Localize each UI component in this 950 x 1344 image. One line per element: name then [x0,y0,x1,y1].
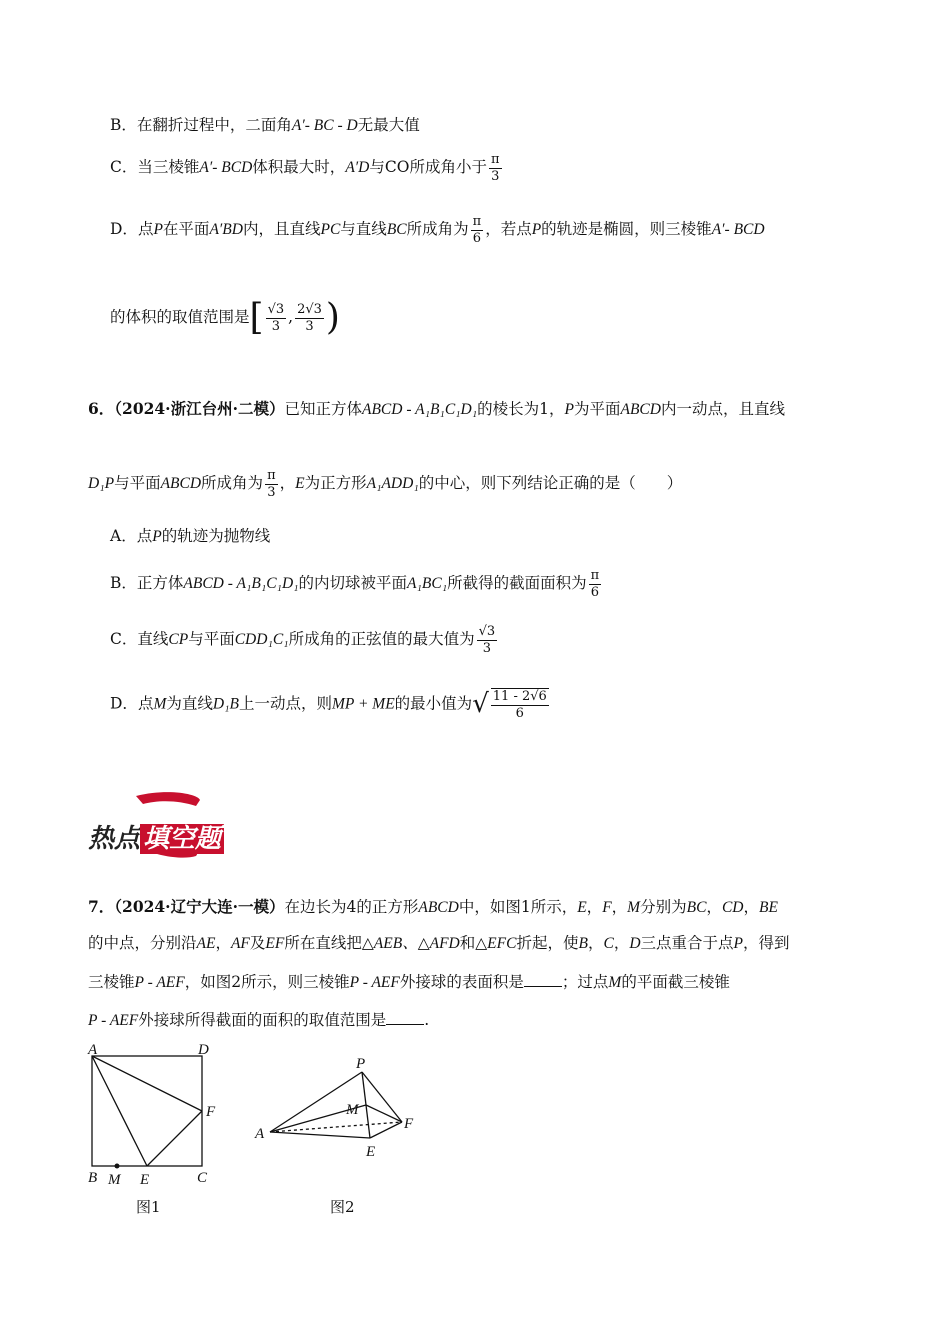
label-a: A [255,1126,265,1142]
option-label: D． [110,694,138,713]
hot-fill-in-banner [88,790,238,860]
segment-af [92,1056,202,1111]
fraction: $\frac{√3}{3}$ [267,301,285,334]
edge-ef [370,1122,402,1138]
figure-2-caption: 图2 [330,1198,355,1216]
point-m [115,1164,120,1169]
q5-option-b: B．在翻折过程中，二面角A′- BC - D无最大值 [110,116,420,134]
option-label: A． [110,527,137,545]
option-label: C． [110,158,138,177]
answer-blank-2[interactable] [386,1010,424,1025]
question-source: （2024·辽宁大连·一模） [114,897,285,916]
answer-blank-1[interactable] [524,972,562,987]
label-b: B [88,1170,98,1186]
fraction: $\frac{\pi}{3}$ [490,152,500,184]
q7-stem-line1: 7．（2024·辽宁大连·一模）在边长为4的正方形ABCD中，如图1所示，E，F，M分别为BC，CD，BE [88,897,778,916]
figure-1-caption: 图1 [136,1198,161,1216]
square-abcd [92,1056,202,1166]
label-m: M [346,1102,359,1118]
q6-option-b: B．正方体ABCD - A₁B₁C₁D₁的内切球被平面A₁BC₁所截得的截面面积为 $\frac{\pi}{6}$ [110,568,600,600]
label-e: E [140,1172,150,1188]
segment-mf [366,1105,402,1122]
q6-option-d: D．点M为直线D₁B上一动点，则MP + ME的最小值为√ $\frac{11 - 2√6}{6}$ [110,689,547,721]
label-m: M [108,1172,121,1188]
q6-option-a: A．点P的轨迹为抛物线 [110,527,271,545]
fraction: $\frac{√3}{3}$ [478,624,496,656]
option-label: B． [110,574,137,593]
q7-stem-line2: 的中点，分别沿AE，AF及EF所在直线把△AEB、△AFD和△EFC折起，使B，C，D三点重合于点P，得到 [88,934,790,952]
fraction: $\frac{\pi}{6}$ [590,568,600,600]
q6-stem-line1: 6．（2024·浙江台州·二模）已知正方体ABCD - A₁B₁C₁D₁的棱长为1，P为平面ABCD内一动点，且直线 [88,399,785,418]
question-number: 7． [88,897,115,916]
label-p: P [356,1056,366,1072]
question-source: （2024·浙江台州·二模） [114,399,285,418]
edge-pf [362,1072,402,1122]
option-label: B． [110,116,137,134]
label-f: F [404,1116,414,1132]
segment-ae [92,1056,147,1166]
q5-option-c: C．当三棱锥A′- BCD体积最大时，A′D与CO所成角小于 $\frac{\pi}{3}$ [110,152,500,184]
label-a: A [88,1042,98,1058]
fraction: $\frac{11 - 2√6}{6}$ [492,689,547,721]
label-c: C [197,1170,208,1186]
fraction: $\frac{2√3}{3}$ [297,301,322,334]
option-label: D． [110,220,138,239]
fraction: $\frac{\pi}{6}$ [472,214,482,246]
q5-option-d-continued: 的体积的取值范围是[ $\frac{√3}{3}$ , $\frac{2√3}{3}$ ) [110,297,340,338]
q7-stem-line3: 三棱锥P - AEF，如图2所示，则三棱锥P - AEF外接球的表面积是 ；过点M的平面截三棱锥 [88,973,730,991]
figure-2 [250,1050,430,1190]
option-label: C． [110,630,138,649]
label-f: F [206,1104,216,1120]
tetrahedron-diagram [250,1050,430,1190]
q5-option-d: D．点P在平面A′BD内，且直线PC与直线BC所成角为 $\frac{\pi}{6}$ ，若点P的轨迹是椭圆，则三棱锥A′- BCD [110,214,765,246]
q6-option-c: C．直线CP与平面CDD₁C₁所成角的正弦值的最大值为 $\frac{√3}{3}$ [110,624,496,656]
figure-1 [80,1040,230,1190]
fraction: $\frac{\pi}{3}$ [267,468,276,500]
square-diagram [80,1040,230,1190]
q6-stem-line2: D₁P与平面ABCD所成角为 $\frac{\pi}{3}$ ，E为正方形A₁ADD₁的中心，则下列结论正确的是（ ） [88,468,683,500]
segment-ef [147,1111,202,1166]
math: A′- BC - D [291,117,358,134]
banner-text-hot: 热点 [88,824,141,854]
q7-stem-line4: P - AEF外接球所得截面的面积的取值范围是 . [88,1011,430,1029]
edge-ae [270,1132,370,1138]
label-d: D [198,1042,209,1058]
label-e: E [366,1144,376,1160]
banner-text-fill: 填空题 [140,824,224,854]
question-number: 6． [88,399,115,418]
